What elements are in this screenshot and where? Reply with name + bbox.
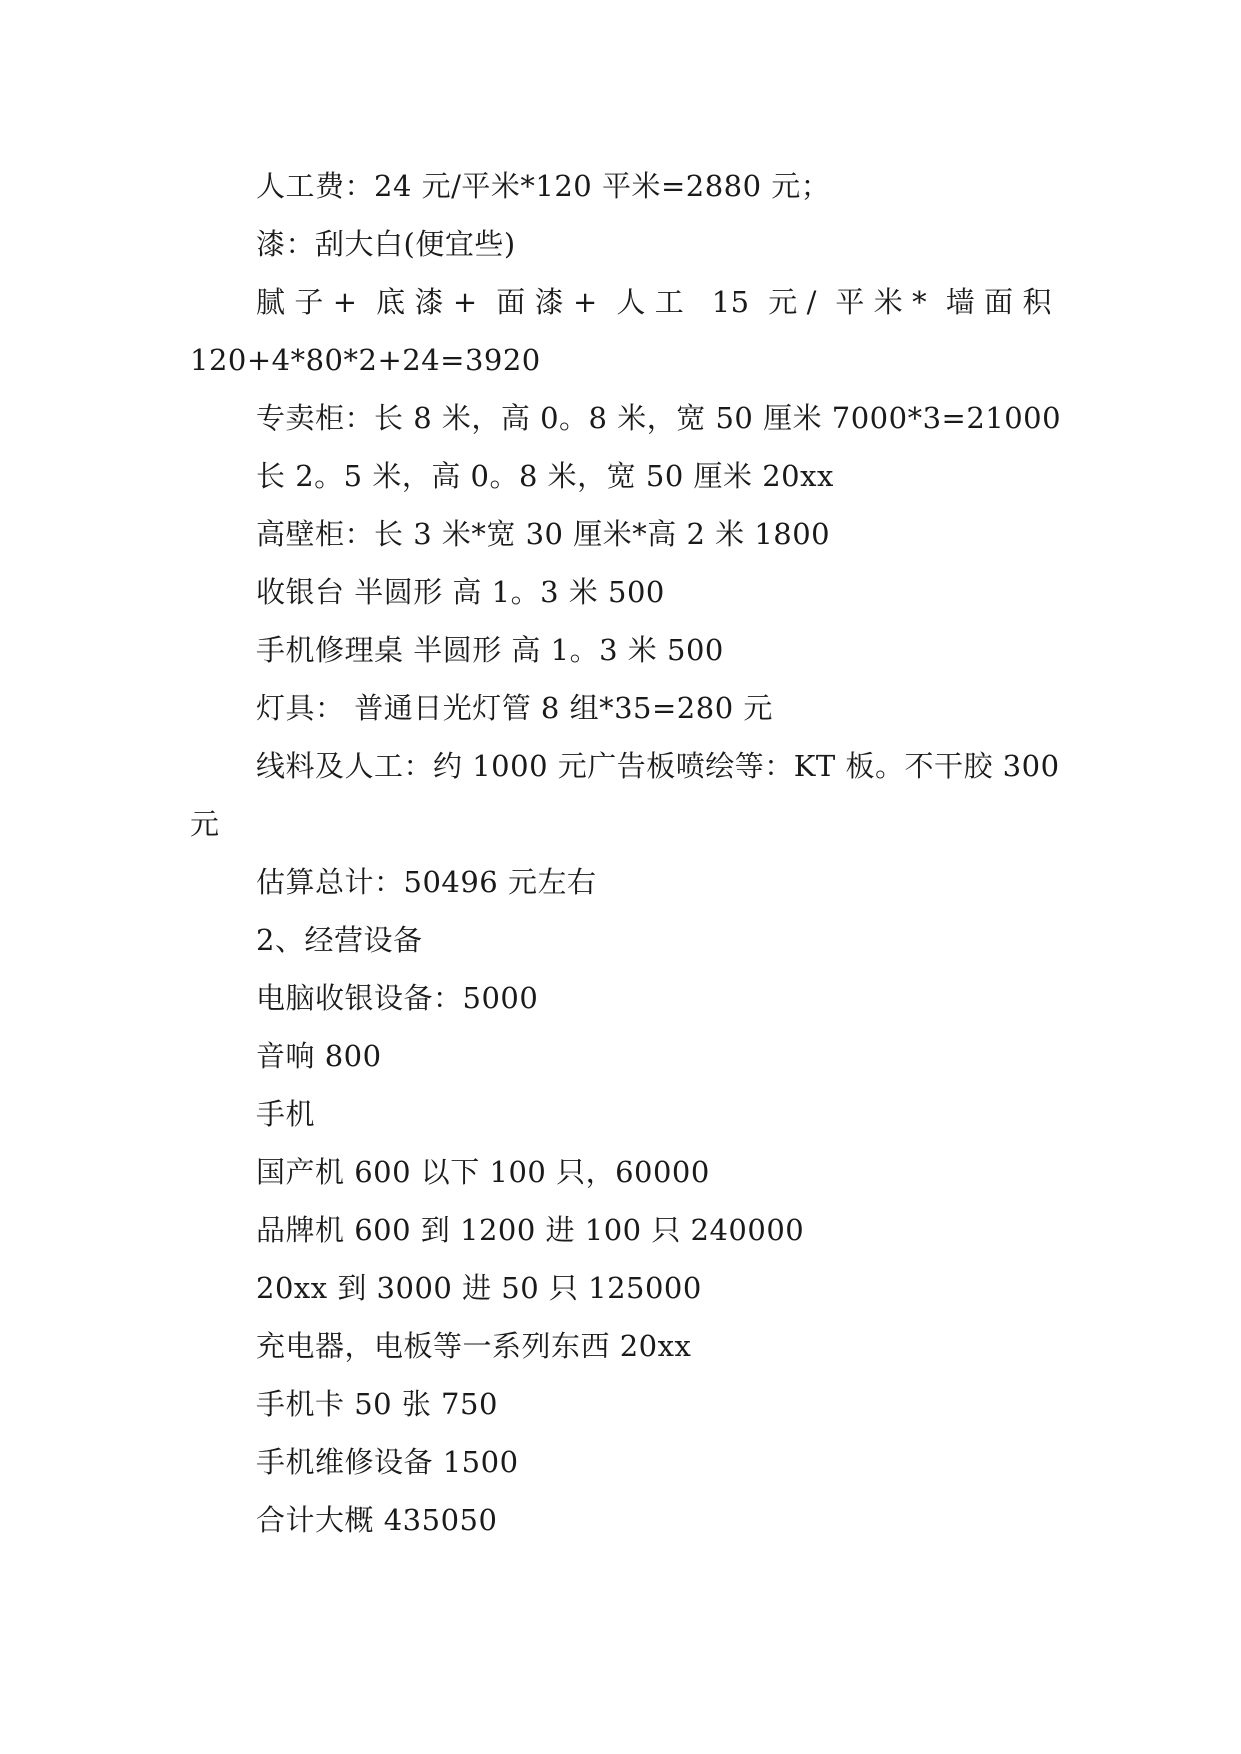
wall-cabinet-line: 高壁柜：长 3 米*宽 30 厘米*高 2 米 1800 bbox=[256, 517, 831, 551]
putty-formula-line: 120+4*80*2+24=3920 bbox=[190, 343, 541, 377]
estimated-total-line: 估算总计：50496 元左右 bbox=[256, 865, 597, 899]
pos-equipment-line: 电脑收银设备：5000 bbox=[256, 981, 539, 1015]
document-body bbox=[190, 157, 1062, 1549]
lighting-line: 灯具： 普通日光灯管 8 组*35=280 元 bbox=[256, 691, 773, 725]
chargers-line: 充电器，电板等一系列东西 20xx bbox=[256, 1329, 692, 1363]
sim-cards-line: 手机卡 50 张 750 bbox=[256, 1387, 498, 1421]
domestic-phones-line: 国产机 600 以下 100 只，60000 bbox=[256, 1155, 710, 1189]
phones-heading-line: 手机 bbox=[256, 1097, 316, 1131]
labor-cost-line: 人工费：24 元/平米*120 平米=2880 元； bbox=[256, 169, 831, 203]
brand-phones-line: 品牌机 600 到 1200 进 100 只 240000 bbox=[256, 1213, 805, 1247]
cashier-counter-line: 收银台 半圆形 高 1。3 米 500 bbox=[256, 575, 665, 609]
audio-line: 音响 800 bbox=[256, 1039, 382, 1073]
section-heading-equipment: 2、经营设备 bbox=[256, 923, 423, 957]
wiring-labor-continuation: 元 bbox=[190, 807, 220, 841]
repair-desk-line: 手机修理桌 半圆形 高 1。3 米 500 bbox=[256, 633, 724, 667]
repair-equipment-line: 手机维修设备 1500 bbox=[256, 1445, 519, 1479]
paint-line: 漆：刮大白(便宜些) bbox=[256, 227, 516, 261]
grand-total-line: 合计大概 435050 bbox=[256, 1503, 498, 1537]
display-cabinet-line: 专卖柜：长 8 米，高 0。8 米，宽 50 厘米 7000*3=21000 bbox=[256, 401, 1062, 435]
premium-phones-line: 20xx 到 3000 进 50 只 125000 bbox=[256, 1271, 702, 1305]
putty-line: 腻子+ 底漆+ 面漆+ 人工 15 元/ 平米* 墙面积 bbox=[256, 285, 1052, 319]
cabinet-size-line: 长 2。5 米，高 0。8 米，宽 50 厘米 20xx bbox=[256, 459, 834, 493]
wiring-labor-line: 线料及人工：约 1000 元广告板喷绘等：KT 板。不干胶 300 bbox=[256, 749, 1060, 783]
